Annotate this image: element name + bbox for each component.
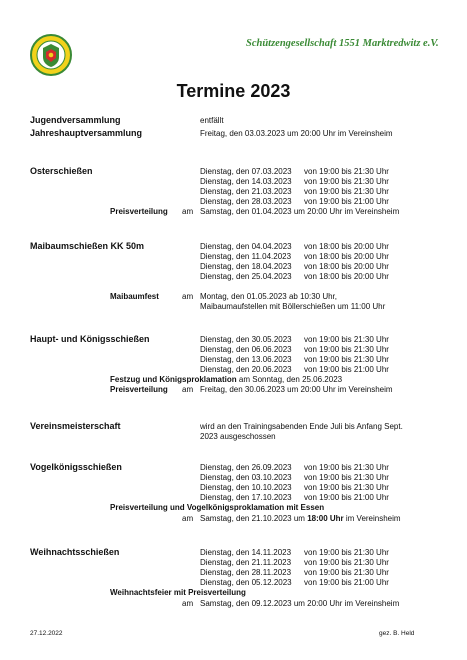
date-day: Dienstag, den 17.10.2023 [200, 493, 292, 502]
footer-signature: gez. B. Held [379, 630, 415, 637]
sub-text: Samstag, den 01.04.2023 um 20:00 Uhr im Vereinsheim [200, 207, 400, 216]
heading-maibaumschiessen: Maibaumschießen KK 50m [30, 241, 145, 251]
date-day: Dienstag, den 05.12.2023 [200, 578, 292, 587]
jahreshauptversammlung-text: Freitag, den 03.03.2023 um 20:00 Uhr im Vereinsheim [200, 129, 393, 138]
date-time: von 19:00 bis 21:30 Uhr [304, 335, 389, 344]
heading-haupt-koenigsschiessen: Haupt- und Königsschießen [30, 334, 150, 344]
club-name: Schützengesellschaft 1551 Marktredwitz e.V. [246, 38, 439, 49]
heading-vereinsmeisterschaft: Vereinsmeisterschaft [30, 421, 121, 431]
date-day: Dienstag, den 20.06.2023 [200, 365, 292, 374]
date-day: Dienstag, den 13.06.2023 [200, 355, 292, 364]
date-time: von 19:00 bis 21:00 Uhr [304, 578, 389, 587]
sub-label: Maibaumfest [110, 292, 159, 301]
date-day: Dienstag, den 10.10.2023 [200, 483, 292, 492]
date-row [200, 167, 292, 177]
date-time: von 19:00 bis 21:30 Uhr [304, 483, 389, 492]
vereinsmeisterschaft-text-2: 2023 ausgeschossen [200, 432, 276, 441]
date-time: von 19:00 bis 21:00 Uhr [304, 365, 389, 374]
date-day: Dienstag, den 03.10.2023 [200, 473, 292, 482]
date-time: von 19:00 bis 21:30 Uhr [304, 473, 389, 482]
vereinsmeisterschaft-text: wird an den Trainingsabenden Ende Juli bis Anfang Sept. [200, 422, 403, 431]
festzug-label: Festzug und Königsproklamation [110, 375, 237, 384]
date-time: von 18:00 bis 20:00 Uhr [304, 252, 389, 261]
club-crest-icon [30, 34, 72, 76]
date-time: von 18:00 bis 20:00 Uhr [304, 262, 389, 271]
sub-am: am [182, 292, 194, 301]
heading-jugendversammlung: Jugendversammlung [30, 115, 121, 125]
date-day: Dienstag, den 04.04.2023 [200, 242, 292, 251]
festzug-line [110, 375, 342, 385]
date-day: Dienstag, den 14.03.2023 [200, 177, 292, 186]
sub-text: Freitag, den 30.06.2023 um 20:00 Uhr im Vereinsheim [200, 385, 393, 394]
date-time: von 19:00 bis 21:00 Uhr [304, 197, 389, 206]
heading-weihnachtsschiessen: Weihnachtsschießen [30, 547, 120, 557]
date-time: von 19:00 bis 21:30 Uhr [304, 187, 389, 196]
date-time: von 19:00 bis 21:30 Uhr [304, 345, 389, 354]
date-time: von 18:00 bis 20:00 Uhr [304, 242, 389, 251]
date-day: Dienstag, den 26.09.2023 [200, 463, 292, 472]
date-day: Dienstag, den 21.11.2023 [200, 558, 292, 567]
date-day: Dienstag, den 21.03.2023 [200, 187, 292, 196]
heading-vogelkoenigsschiessen: Vogelkönigsschießen [30, 462, 122, 472]
date-day: Dienstag, den 25.04.2023 [200, 272, 292, 281]
sub-am: am [182, 385, 194, 394]
sub-label: Preisverteilung [110, 385, 168, 394]
date-time: von 19:00 bis 21:30 Uhr [304, 463, 389, 472]
sub-label: Preisverteilung [110, 207, 168, 216]
date-day: Dienstag, den 28.11.2023 [200, 568, 292, 577]
date-time: von 19:00 bis 21:30 Uhr [304, 167, 389, 176]
festzug-text: am Sonntag, den 25.06.2023 [238, 375, 343, 384]
jugendversammlung-text: entfällt [200, 116, 224, 125]
sub-am: am [182, 207, 194, 216]
sub-label: Weihnachtsfeier mit Preisverteilung [110, 588, 246, 597]
date-time: von 19:00 bis 21:30 Uhr [304, 548, 389, 557]
heading-jahreshauptversammlung: Jahreshauptversammlung [30, 128, 143, 138]
sub-am: am [182, 599, 194, 608]
sub-text-bold: 18:00 Uhr [307, 514, 344, 523]
sub-text-2: Maibaumaufstellen mit Böllerschießen um 11:00 Uhr [200, 302, 386, 311]
sub-am: am [182, 514, 194, 523]
date-time: von 19:00 bis 21:30 Uhr [304, 558, 389, 567]
date-day: Dienstag, den 28.03.2023 [200, 197, 292, 206]
date-day: Dienstag, den 06.06.2023 [200, 345, 292, 354]
date-time: von 19:00 bis 21:30 Uhr [304, 177, 389, 186]
sub-text-b: im Vereinsheim [343, 514, 401, 523]
date-time: von 19:00 bis 21:30 Uhr [304, 355, 389, 364]
heading-osterschiessen: Osterschießen [30, 166, 93, 176]
date-day: Dienstag, den 18.04.2023 [200, 262, 292, 271]
date-time: von 18:00 bis 20:00 Uhr [304, 272, 389, 281]
sub-text-a: Samstag, den 21.10.2023 um [200, 514, 308, 523]
date-day: Dienstag, den 11.04.2023 [200, 252, 292, 261]
club-logo [30, 34, 72, 76]
sub-text [200, 514, 401, 524]
date-day: Dienstag, den 07.03.2023 [200, 167, 292, 176]
date-day: Dienstag, den 14.11.2023 [200, 548, 292, 557]
page-title: Termine 2023 [176, 81, 291, 101]
sub-text: Montag, den 01.05.2023 ab 10:30 Uhr, [200, 292, 337, 301]
footer-date: 27.12.2022 [30, 630, 63, 637]
date-day: Dienstag, den 30.05.2023 [200, 335, 292, 344]
date-time: von 19:00 bis 21:00 Uhr [304, 493, 389, 502]
sub-text: Samstag, den 09.12.2023 um 20:00 Uhr im Vereinsheim [200, 599, 400, 608]
sub-label: Preisverteilung und Vogelkönigsproklamation mit Essen [110, 503, 325, 512]
date-time: von 19:00 bis 21:30 Uhr [304, 568, 389, 577]
